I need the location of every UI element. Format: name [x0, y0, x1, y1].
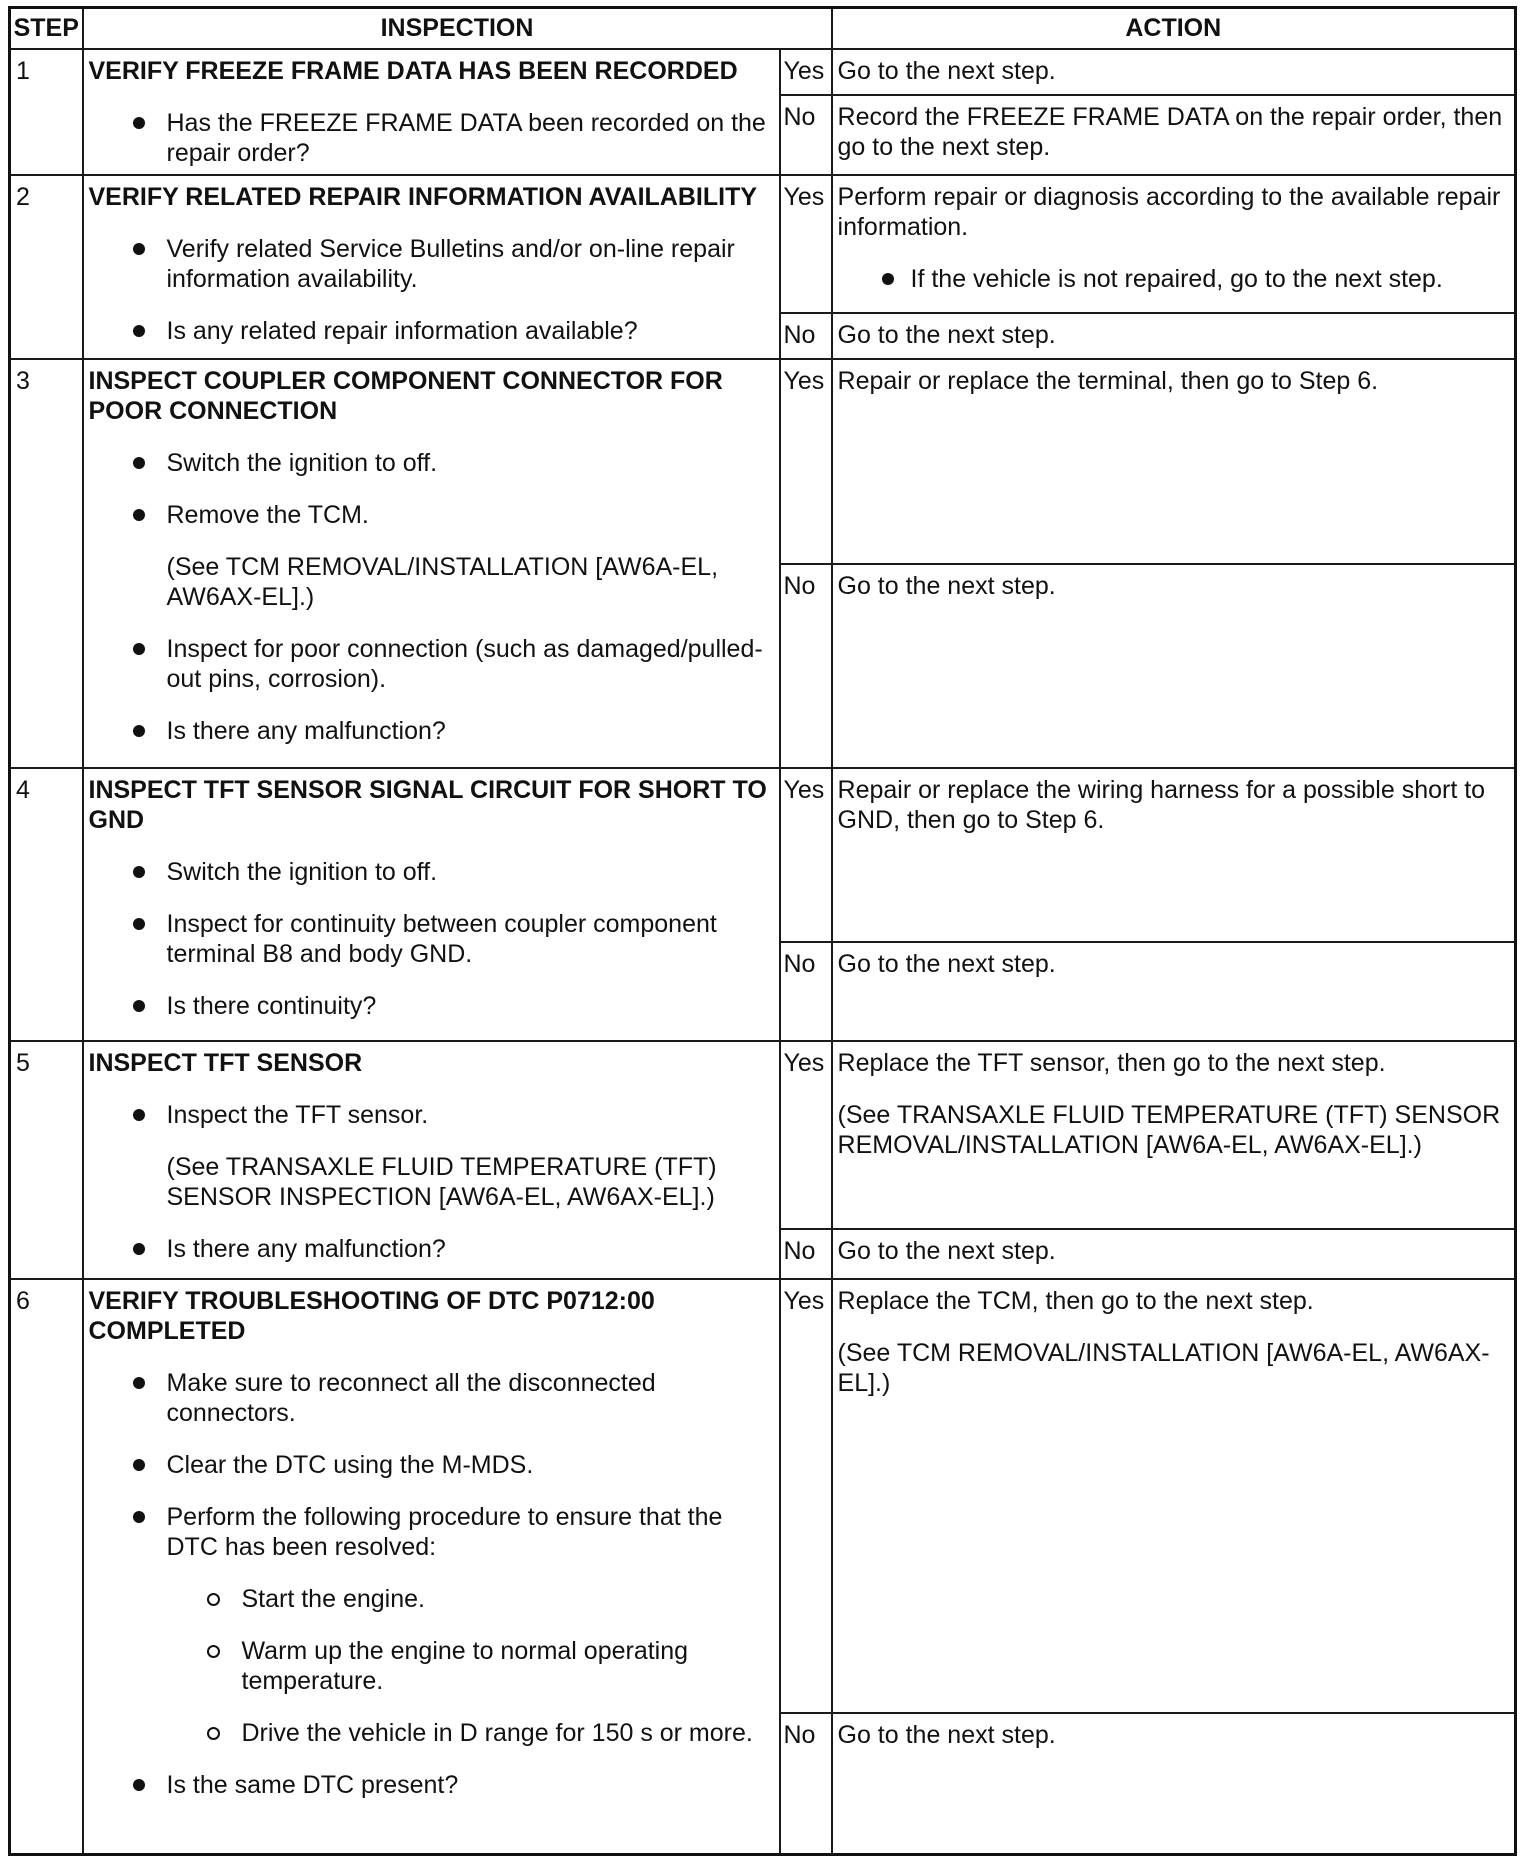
yes-label: Yes — [780, 1041, 832, 1229]
inspection-cell — [83, 1279, 780, 1855]
step-title: INSPECT TFT SENSOR — [88, 1048, 363, 1077]
inspection-cell — [83, 768, 780, 1041]
inspection-bullet: Clear the DTC using the M-MDS. — [89, 1450, 774, 1480]
header-step: STEP — [10, 8, 83, 49]
yes-action: Replace the TFT sensor, then go to the next step. — [837, 1048, 1386, 1077]
yes-action-cell — [832, 1041, 1516, 1229]
yes-action: Repair or replace the wiring harness for a possible short to GND, then go to Step 6. — [832, 768, 1516, 942]
reference-note: (See TCM REMOVAL/INSTALLATION [AW6A-EL, AW6AX-EL].) — [837, 1338, 1490, 1397]
step-2-yes-row — [10, 175, 1516, 313]
step-title: INSPECT TFT SENSOR SIGNAL CIRCUIT FOR SHORT TO GND — [88, 775, 767, 834]
yes-action-cell — [832, 1279, 1516, 1713]
sub-bullet: Drive the vehicle in D range for 150 s or more. — [89, 1718, 774, 1748]
yes-action: Perform repair or diagnosis according to the available repair information. — [837, 182, 1501, 241]
inspection-bullet: Inspect for continuity between coupler component terminal B8 and body GND. — [89, 909, 774, 969]
no-action: Go to the next step. — [832, 1229, 1516, 1279]
header-inspection: INSPECTION — [83, 8, 832, 49]
header-row — [10, 8, 1516, 49]
step-number: 5 — [10, 1041, 83, 1279]
step-number: 4 — [10, 768, 83, 1041]
inspection-bullet: Is there continuity? — [89, 991, 774, 1021]
inspection-bullet: Inspect the TFT sensor. — [89, 1100, 774, 1130]
no-action: Go to the next step. — [832, 942, 1516, 1041]
step-title: VERIFY RELATED REPAIR INFORMATION AVAILABILITY — [88, 182, 758, 211]
troubleshooting-table — [8, 6, 1517, 1856]
inspection-cell — [83, 1041, 780, 1279]
step-number: 1 — [10, 49, 83, 175]
step-3-yes-row — [10, 359, 1516, 564]
reference-note: (See TCM REMOVAL/INSTALLATION [AW6A-EL, AW6AX-EL].) — [166, 552, 719, 611]
no-label: No — [780, 313, 832, 359]
step-5-yes-row — [10, 1041, 1516, 1229]
no-action: Record the FREEZE FRAME DATA on the repair order, then go to the next step. — [832, 95, 1516, 175]
yes-label: Yes — [780, 359, 832, 564]
inspection-cell — [83, 175, 780, 359]
yes-action: Go to the next step. — [832, 49, 1516, 95]
step-4-yes-row — [10, 768, 1516, 942]
inspection-bullet: Make sure to reconnect all the disconnected connectors. — [89, 1368, 774, 1428]
inspection-bullet: Switch the ignition to off. — [89, 857, 774, 887]
step-title: VERIFY FREEZE FRAME DATA HAS BEEN RECORDED — [88, 56, 738, 85]
step-title: INSPECT COUPLER COMPONENT CONNECTOR FOR POOR CONNECTION — [88, 366, 723, 425]
header-action: ACTION — [832, 8, 1516, 49]
step-1-yes-row — [10, 49, 1516, 95]
yes-action: Replace the TCM, then go to the next step. — [837, 1286, 1314, 1315]
no-label: No — [780, 942, 832, 1041]
inspection-bullet: Has the FREEZE FRAME DATA been recorded on the repair order? — [89, 108, 774, 168]
yes-action-cell — [832, 175, 1516, 313]
no-label: No — [780, 1229, 832, 1279]
yes-label: Yes — [780, 1279, 832, 1713]
inspection-bullet: Is the same DTC present? — [89, 1770, 774, 1800]
reference-note: (See TRANSAXLE FLUID TEMPERATURE (TFT) SENSOR INSPECTION [AW6A-EL, AW6AX-EL].) — [166, 1152, 717, 1211]
sub-bullet: Start the engine. — [89, 1584, 774, 1614]
sub-bullet: Warm up the engine to normal operating temperature. — [89, 1636, 774, 1696]
inspection-bullet: Remove the TCM. — [89, 500, 774, 530]
step-number: 3 — [10, 359, 83, 768]
inspection-bullet: Verify related Service Bulletins and/or on-line repair information availability. — [89, 234, 774, 294]
inspection-bullet: Inspect for poor connection (such as damaged/pulled-out pins, corrosion). — [89, 634, 774, 694]
no-action: Go to the next step. — [832, 313, 1516, 359]
yes-label: Yes — [780, 768, 832, 942]
inspection-bullet: Is there any malfunction? — [89, 716, 774, 746]
inspection-bullet: Perform the following procedure to ensure that the DTC has been resolved: — [89, 1502, 774, 1562]
step-6-yes-row — [10, 1279, 1516, 1713]
inspection-bullet: Switch the ignition to off. — [89, 448, 774, 478]
no-action: Go to the next step. — [832, 564, 1516, 768]
yes-action: Repair or replace the terminal, then go to Step 6. — [832, 359, 1516, 564]
step-title: VERIFY TROUBLESHOOTING OF DTC P0712:00 COMPLETED — [88, 1286, 655, 1345]
inspection-cell — [83, 359, 780, 768]
step-number: 6 — [10, 1279, 83, 1855]
no-label: No — [780, 1713, 832, 1855]
action-bullet: If the vehicle is not repaired, go to the next step. — [838, 264, 1510, 294]
inspection-bullet: Is there any malfunction? — [89, 1234, 774, 1264]
reference-note: (See TRANSAXLE FLUID TEMPERATURE (TFT) SENSOR REMOVAL/INSTALLATION [AW6A-EL, AW6AX-EL].) — [837, 1100, 1501, 1159]
step-number: 2 — [10, 175, 83, 359]
yes-label: Yes — [780, 175, 832, 313]
inspection-bullet: Is any related repair information available? — [89, 316, 774, 346]
yes-label: Yes — [780, 49, 832, 95]
no-label: No — [780, 564, 832, 768]
inspection-cell — [83, 49, 780, 175]
no-label: No — [780, 95, 832, 175]
no-action: Go to the next step. — [832, 1713, 1516, 1855]
